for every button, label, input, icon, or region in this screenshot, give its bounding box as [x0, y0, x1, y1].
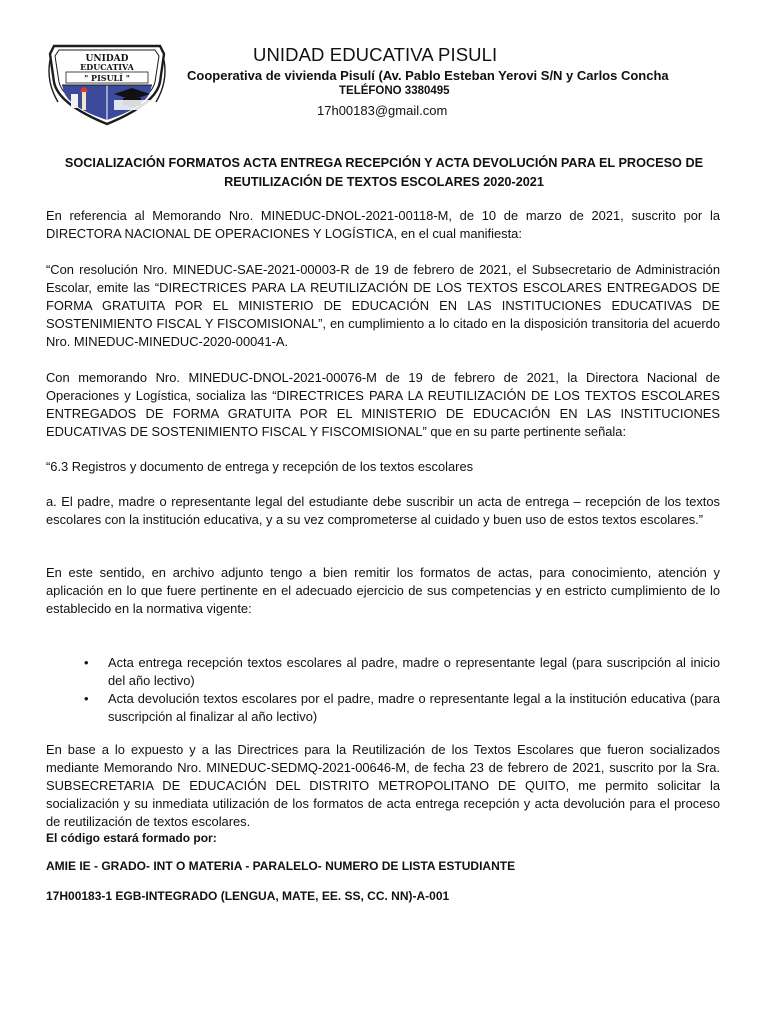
- svg-text:" PISULÍ ": " PISULÍ ": [84, 73, 130, 83]
- paragraph-memorandum-reference: En referencia al Memorando Nro. MINEDUC-DNOL-2021-00118-M, de 10 de marzo de 2021, suscrito por la DIRECTORA NACIONAL DE OPERACIONES Y LOGÍSTICA, en el cual manifiesta:: [46, 208, 720, 241]
- bullet-item-text: Acta entrega recepción textos escolares al padre, madre o representante legal (para suscripción al inicio del año lectivo): [108, 655, 720, 688]
- school-address: Cooperativa de vivienda Pisulí (Av. Pablo Esteban Yerovi S/N y Carlos Concha: [187, 68, 669, 83]
- document-title-line-1: SOCIALIZACIÓN FORMATOS ACTA ENTREGA RECEPCIÓN Y ACTA DEVOLUCIÓN PARA EL PROCESO DE: [64, 156, 704, 170]
- svg-text:UNIDAD: UNIDAD: [85, 54, 129, 64]
- document-title-line-2: REUTILIZACIÓN DE TEXTOS ESCOLARES 2020-2021: [224, 175, 544, 189]
- paragraph-adjunto: En este sentido, en archivo adjunto tengo a bien remitir los formatos de actas, para conocimiento, atención y aplicación en lo que fuere pertinente en el adecuado ejercicio de sus competencias y en estricto cumplimiento de lo establecido en la normativa vigente:: [46, 565, 720, 616]
- paragraph-memorandum-socializa: Con memorando Nro. MINEDUC-DNOL-2021-00076-M de 19 de febrero de 2021, la Directora Nacional de Operaciones y Logística, socializa las “DIRECTRICES PARA LA REUTILIZACIÓN DE LOS TEXTOS ESCOLARES ENTREGADOS DE FORMA GRATUITA POR EL MINISTERIO DE EDUCACIÓN EN LAS INSTITUCIONES EDUCATIVAS DE SOSTENIMIENTO FISCAL Y FISCOMISIONAL” que en su parte pertinente señala:: [46, 370, 720, 439]
- code-example-line: 17H00183-1 EGB-INTEGRADO (LENGUA, MATE, EE. SS, CC. NN)-A-001: [46, 889, 450, 903]
- paragraph-item-a: a. El padre, madre o representante legal del estudiante debe suscribir un acta de entrega – recepción de los textos escolares con la institución educativa, y a su vez comprometerse al cuidado y buen uso de estos textos escolares.”: [46, 494, 720, 527]
- bullet-icon: •: [84, 655, 89, 670]
- svg-text:EDUCATIVA: EDUCATIVA: [80, 62, 134, 72]
- school-name: UNIDAD EDUCATIVA PISULI: [253, 44, 498, 65]
- paragraph-section-6-3: “6.3 Registros y documento de entrega y recepción de los textos escolares: [46, 459, 474, 474]
- paragraph-resolution: “Con resolución Nro. MINEDUC-SAE-2021-00003-R de 19 de febrero de 2021, el Subsecretario de Administración Escolar, emite las “DIRECTRICES PARA LA REUTILIZACIÓN DE LOS TEXTOS ESCOLARES ENTREGADOS DE FORMA GRATUITA POR EL MINISTERIO DE EDUCACIÓN EN LAS INSTITUCIONES EDUCATIVAS DE SOSTENIMIENTO FISCAL Y FISCOMISIONAL”, en cumplimiento a lo citado en la disposición transitoria del acuerdo Nro. MINEDUC-MINEDUC-2020-00041-A.: [46, 262, 720, 349]
- school-crest-logo: [44, 42, 170, 126]
- formats-bullet-list: [84, 654, 720, 726]
- bullet-icon: •: [84, 691, 89, 706]
- bullet-item-acta-devolucion: [84, 690, 720, 726]
- paragraph-codigo-label: El código estará formado por:: [46, 831, 217, 845]
- bullet-item-text: Acta devolución textos escolares por el padre, madre o representante legal a la institución educativa (para suscripción al finalizar al año lectivo): [108, 691, 720, 724]
- paragraph-en-base: En base a lo expuesto y a las Directrices para la Reutilización de los Textos Escolares que fueron socializados mediante Memorando Nro. MINEDUC-SEDMQ-2021-00646-M, de fecha 23 de febrero de 2021, suscrito por la Sra. SUBSECRETARIA DE EDUCACIÓN DEL DISTRITO METROPOLITANO DE QUITO, me permito solicitar la socialización y su inmediata utilización de los formatos de acta entrega recepción y acta devolución para el proceso de reutilización de textos escolares.: [46, 742, 720, 829]
- school-phone: TELÉFONO 3380495: [339, 85, 450, 97]
- school-email: 17h00183@gmail.com: [317, 103, 448, 118]
- document-title: [48, 154, 720, 192]
- bullet-item-acta-entrega: [84, 654, 720, 690]
- code-format-line: AMIE IE - GRADO- INT O MATERIA - PARALELO- NUMERO DE LISTA ESTUDIANTE: [46, 859, 516, 873]
